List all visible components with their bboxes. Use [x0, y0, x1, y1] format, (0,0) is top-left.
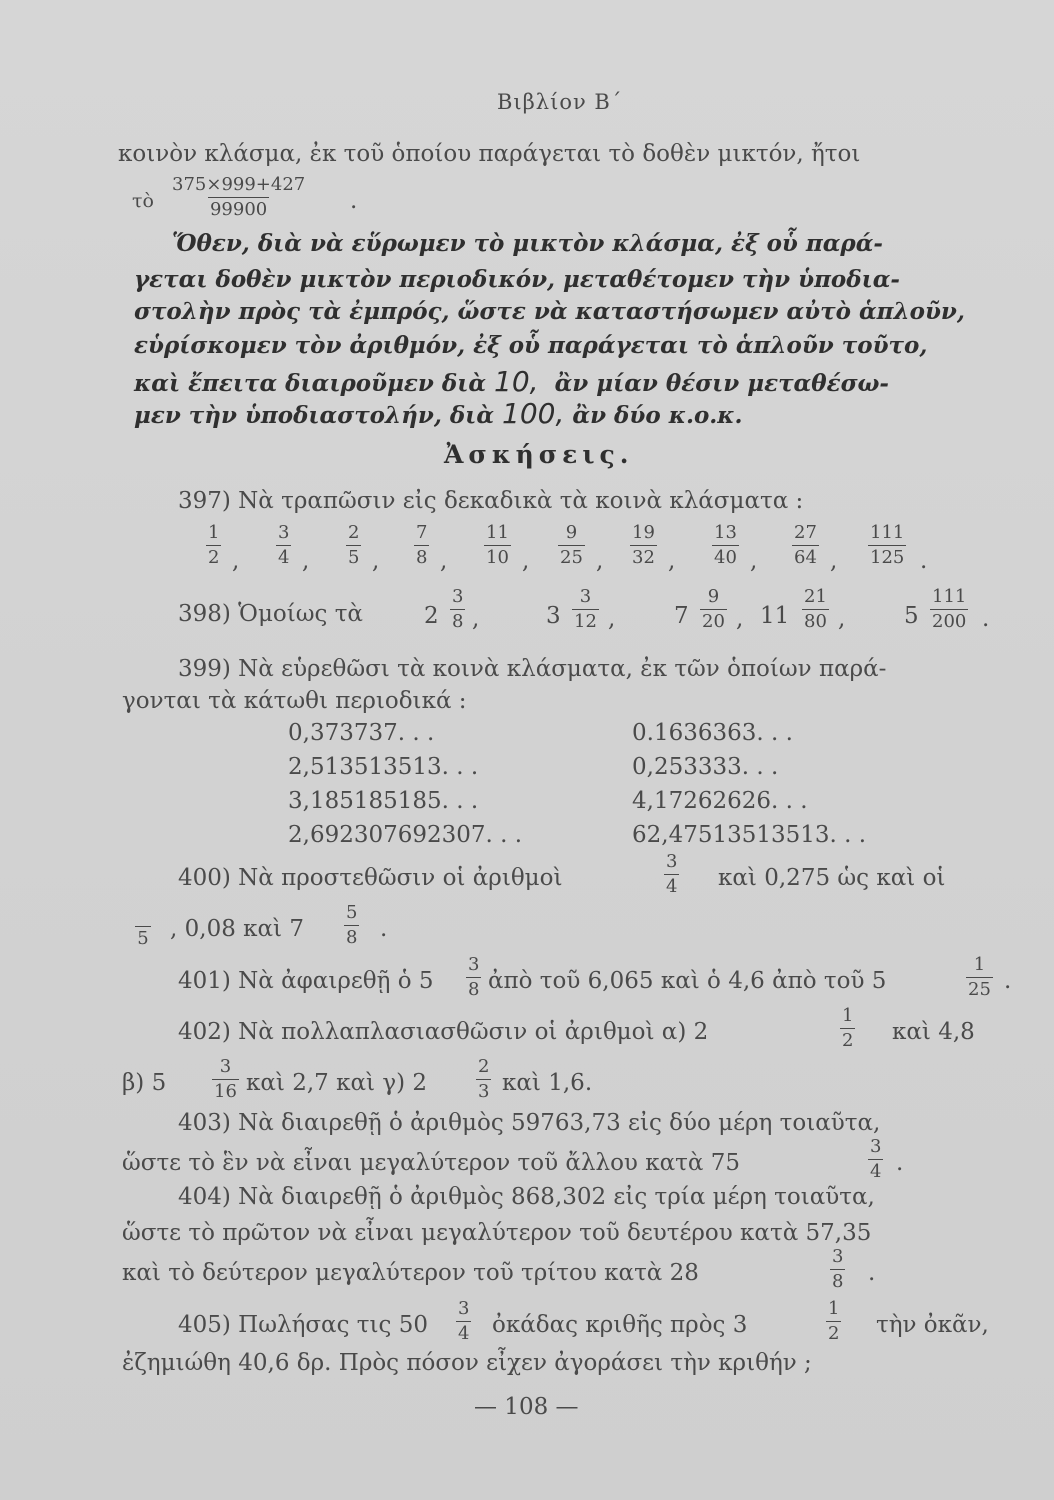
exercise-404-line-3: καὶ τὸ δεύτερον μεγαλύτερον τοῦ τρίτου κατὰ 28 [122, 1260, 699, 1286]
rule-line-1: Ὅθεν, διὰ νὰ εὕρωμεν τὸ μικτὸν κλάσμα, ἐξ οὗ παρά- [172, 230, 883, 257]
exercise-402-fraction-1: $\frac{1}{2}$ [842, 1005, 854, 1051]
fraction-397-9: $\frac{27}{64}$ [794, 522, 817, 568]
exercise-405-line-2: ἐζημιώθη 40,6 δρ. Πρὸς πόσον εἶχεν ἀγοράσει τὴν κριθήν ; [122, 1350, 812, 1376]
page-number: — 108 — [474, 1394, 579, 1420]
fraction-397-2: $\frac{3}{4}$ [278, 522, 290, 568]
fraction-397-8: $\frac{13}{40}$ [714, 522, 737, 568]
exercise-400-fraction-2: 5 [137, 928, 149, 949]
fraction-397-5: $\frac{11}{10}$ [486, 522, 509, 568]
exercise-404-line-2: ὥστε τὸ πρῶτον νὰ εἶναι μεγαλύτερον τοῦ δευτέρου κατὰ 57,35 [122, 1220, 872, 1246]
rule-line-3: στολὴν πρὸς τὰ ἐμπρός, ὥστε νὰ καταστήσωμεν αὐτὸ ἁπλοῦν, [134, 298, 965, 325]
exercise-402-text-3: β) 5 [122, 1070, 167, 1096]
fraction-397-6: $\frac{9}{25}$ [560, 522, 583, 568]
separator: , [668, 548, 676, 574]
separator: , [750, 548, 758, 574]
exercise-401-text-2: ἀπὸ τοῦ 6,065 καὶ ὁ 4,6 ἀπὸ τοῦ 5 [488, 968, 887, 994]
mixed-whole-3: 7 [674, 603, 689, 629]
fraction-397-3: $\frac{2}{5}$ [348, 522, 360, 568]
periodic-decimal-right: 62,47513513513. . . [632, 822, 867, 848]
intro-fraction: $\frac{375\times 999+427}{99900}$ [172, 174, 306, 220]
exercise-400-fraction-1: $\frac{3}{4}$ [666, 851, 678, 897]
exercise-401-end: . [1004, 968, 1012, 994]
periodic-decimal-left: 0,373737. . . [288, 720, 435, 746]
intro-line: κοινὸν κλάσμα, ἐκ τοῦ ὁποίου παράγεται τὸ δοθὲν μικτόν, ἤτοι [118, 141, 861, 167]
intro-period: . [350, 188, 358, 214]
separator: , [232, 548, 240, 574]
mixed-fraction-5: $\frac{111}{200}$ [932, 586, 967, 632]
exercise-401-text: 401) Νὰ ἀφαιρεθῇ ὁ 5 [178, 968, 434, 994]
fraction-397-1: $\frac{1}{2}$ [208, 522, 220, 568]
exercise-405-text-2: ὀκάδας κριθῆς πρὸς 3 [492, 1312, 748, 1338]
exercise-405-fraction-1: $\frac{3}{4}$ [458, 1298, 470, 1344]
exercise-404-end: . [868, 1260, 876, 1286]
separator: , [830, 548, 838, 574]
exercise-403-line-2: ὥστε τὸ ἓν νὰ εἶναι μεγαλύτερον τοῦ ἄλλου κατὰ 75 [122, 1150, 740, 1176]
running-header: Βιβλίον Β΄ [497, 90, 623, 114]
exercises-heading: Ἀσκήσεις. [444, 440, 634, 469]
exercise-398-text: 398) Ὁμοίως τὰ [178, 601, 363, 627]
separator: , [372, 548, 380, 574]
separator: , [736, 606, 744, 632]
exercise-400-text: 400) Νὰ προστεθῶσιν οἱ ἀριθμοὶ [178, 865, 563, 891]
exercise-400-end: . [380, 916, 388, 942]
exercise-404-line-1: 404) Νὰ διαιρεθῇ ὁ ἀριθμὸς 868,302 εἰς τρία μέρη τοιαῦτα, [178, 1184, 875, 1210]
mixed-whole-2: 3 [546, 603, 561, 629]
exercise-397-text: 397) Νὰ τραπῶσιν εἰς δεκαδικὰ τὰ κοινὰ κλάσματα : [178, 488, 804, 514]
exercise-401-fraction-1: $\frac{3}{8}$ [468, 954, 480, 1000]
exercise-400-fraction-3: $\frac{5}{8}$ [346, 902, 358, 948]
periodic-decimal-right: 4,17262626. . . [632, 788, 808, 814]
exercise-399-line-1: 399) Νὰ εὑρεθῶσι τὰ κοινὰ κλάσματα, ἐκ τῶν ὁποίων παρά- [178, 656, 887, 682]
mixed-whole-5: 5 [904, 603, 919, 629]
periodic-decimal-left: 2,513513513. . . [288, 754, 479, 780]
separator: . [982, 606, 990, 632]
mixed-fraction-2: $\frac{3}{12}$ [574, 586, 597, 632]
periodic-decimal-left: 2,692307692307. . . [288, 822, 523, 848]
exercise-405-text-3: τὴν ὀκᾶν, [876, 1312, 989, 1338]
separator: , [440, 548, 448, 574]
exercise-405-text: 405) Πωλήσας τις 50 [178, 1312, 428, 1338]
rule-line-6: μεν τὴν ὑποδιαστολήν, διὰ 100, ἂν δύο κ.ο.κ. [134, 397, 743, 430]
fraction-397-7: $\frac{19}{32}$ [632, 522, 655, 568]
exercise-399-line-2: γονται τὰ κάτωθι περιοδικά : [122, 688, 467, 714]
mixed-fraction-1: $\frac{3}{8}$ [452, 586, 464, 632]
separator: , [838, 606, 846, 632]
exercise-403-line-1: 403) Νὰ διαιρεθῇ ὁ ἀριθμὸς 59763,73 εἰς δύο μέρη τοιαῦτα, [178, 1110, 881, 1136]
exercise-404-fraction: $\frac{3}{8}$ [832, 1246, 844, 1292]
mixed-whole-1: 2 [424, 603, 439, 629]
exercise-402-fraction-3: $\frac{2}{3}$ [478, 1056, 490, 1102]
exercise-400-text-3: , 0,08 καὶ 7 [170, 916, 305, 942]
intro-to: τὸ [132, 190, 154, 212]
separator: . [920, 548, 928, 574]
periodic-decimal-right: 0,253333. . . [632, 754, 779, 780]
fraction-397-4: $\frac{7}{8}$ [416, 522, 428, 568]
exercise-402-text-2: καὶ 4,8 [892, 1019, 975, 1045]
exercise-405-fraction-2: $\frac{1}{2}$ [828, 1298, 840, 1344]
exercise-400-text-2: καὶ 0,275 ὡς καὶ οἱ [718, 865, 946, 891]
exercise-402-fraction-2: $\frac{3}{16}$ [214, 1056, 237, 1102]
fraction-397-10: $\frac{111}{125}$ [870, 522, 905, 568]
exercise-402-text-4: καὶ 2,7 καὶ γ) 2 [246, 1070, 428, 1096]
periodic-decimal-left: 3,185185185. . . [288, 788, 479, 814]
separator: , [608, 606, 616, 632]
exercise-403-end: . [896, 1150, 904, 1176]
periodic-decimal-right: 0.1636363. . . [632, 720, 793, 746]
rule-line-4: εὑρίσκομεν τὸν ἀριθμόν, ἐξ οὗ παράγεται τὸ ἁπλοῦν τοῦτο, [134, 332, 928, 359]
separator: , [522, 548, 530, 574]
separator: , [472, 606, 480, 632]
separator: , [302, 548, 310, 574]
mixed-fraction-3: $\frac{9}{20}$ [702, 586, 725, 632]
mixed-whole-4: 11 [760, 603, 790, 629]
exercise-403-fraction: $\frac{3}{4}$ [870, 1136, 882, 1182]
separator: , [596, 548, 604, 574]
mixed-fraction-4: $\frac{21}{80}$ [804, 586, 827, 632]
exercise-402-text-5: καὶ 1,6. [502, 1070, 593, 1096]
rule-line-5: καὶ ἔπειτα διαιροῦμεν διὰ 10, ἂν μίαν θέσιν μεταθέσω- [134, 365, 889, 398]
exercise-402-text: 402) Νὰ πολλαπλασιασθῶσιν οἱ ἀριθμοὶ α) 2 [178, 1019, 709, 1045]
rule-line-2: γεται δοθὲν μικτὸν περιοδικόν, μεταθέτομεν τὴν ὑποδια- [134, 266, 900, 293]
exercise-401-fraction-2: $\frac{1}{25}$ [968, 954, 991, 1000]
